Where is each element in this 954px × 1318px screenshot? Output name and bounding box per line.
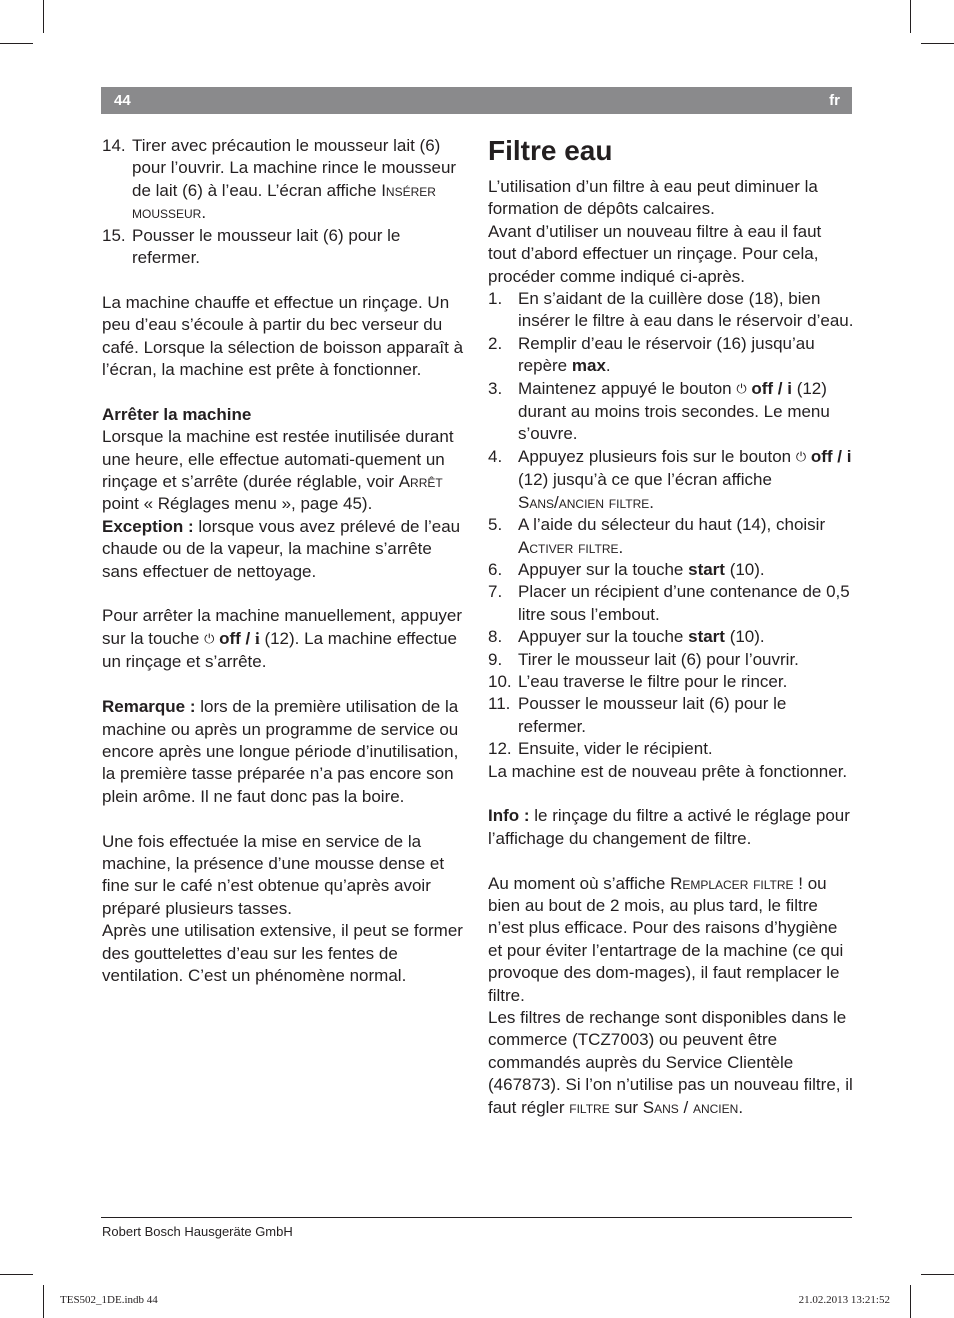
- sans-ancien-term: Sans / ancien: [642, 1097, 739, 1117]
- step-text: (12) jusqu’à ce que l’écran affiche: [518, 470, 772, 490]
- step-text: Pousser le mousseur lait (6) pour le refermer.: [518, 694, 787, 736]
- section-title: Filtre eau: [488, 135, 613, 166]
- list-item: [488, 738, 854, 760]
- step-number: 15.: [102, 225, 126, 245]
- info-paragraph: Info : le rinçage du filtre a activé le réglage pour l’affichage du changement de filtre.: [488, 806, 850, 848]
- display-message: Activer filtre: [518, 537, 619, 557]
- intro-paragraph-1: L’utilisation d’un filtre à eau peut diminuer la formation de dépôts calcaires.: [488, 177, 818, 219]
- auto-stop-paragraph: Lorsque la machine est restée inutilisée durant une heure, elle effectue automati-quement un rinçage et s’arrête (durée réglable, voir Arrêt point « Réglages menu », page 45).: [102, 427, 454, 514]
- manual-stop-paragraph: Pour arrêter la machine manuellement, appuyer sur la touche ⏻ off / i (12). La machine effectue un rinçage et s’arrête.: [102, 606, 463, 672]
- footer-divider: [101, 1217, 852, 1218]
- step-text: Tirer le mousseur lait (6) pour l’ouvrir.: [518, 649, 799, 669]
- list-item: [488, 333, 854, 378]
- step-text: L’eau traverse le filtre pour le rincer.: [518, 671, 788, 691]
- step-number: 9.: [488, 649, 503, 669]
- replace-filter-paragraph: Au moment où s’affiche Remplacer filtre ! ou bien au bout de 2 mois, au plus tard, le filtre n’est plus efficace. Pour des raisons d’hygiène et pour éviter l’entartrage de la machine (ce qui provoque des dom-mages), il faut remplacer le filtre.: [488, 873, 844, 1005]
- list-item: [488, 288, 854, 333]
- step-text: Placer un récipient d’une contenance de 0,5 litre sous l’embout.: [518, 582, 850, 624]
- spare-filters-paragraph: Les filtres de rechange sont disponibles dans le commerce (TCZ7003) ou peuvent être commandés auprès du Service Clientèle (467873). Si l’on n’utilise pas un nouveau filtre, il faut régler filtre sur Sans / ancien.: [488, 1008, 853, 1117]
- step-number: 12.: [488, 739, 512, 759]
- filter-steps-list: [488, 288, 854, 761]
- language-code: fr: [829, 92, 840, 109]
- crop-mark: [0, 43, 33, 44]
- list-item: [102, 135, 468, 225]
- page-header-bar: [101, 87, 852, 114]
- bold-term: start: [688, 559, 725, 579]
- step-text: Ensuite, vider le récipient.: [518, 739, 713, 759]
- power-icon: ⏻: [795, 448, 807, 464]
- exception-paragraph: Exception : lorsque vous avez prélevé de l’eau chaude ou de la vapeur, la machine s’arrête sans effectuer de nettoyage.: [102, 516, 461, 581]
- list-item: [488, 581, 854, 626]
- step-text: Tirer avec précaution le mousseur lait (6) pour l’ouvrir. La machine rince le mousseur de lait (6) à l’eau. L’écran affiche: [132, 136, 457, 200]
- ready-paragraph: La machine est de nouveau prête à fonctionner.: [488, 761, 848, 781]
- info-label: Info :: [488, 806, 530, 826]
- step-text: A l’aide du sélecteur du haut (14), choisir: [518, 515, 826, 535]
- step-text: Pousser le mousseur lait (6) pour le refermer.: [132, 225, 401, 268]
- page-number: 44: [114, 92, 131, 109]
- bold-term: start: [688, 627, 725, 647]
- list-item: [488, 626, 854, 648]
- step-number: 14.: [102, 136, 126, 155]
- step-text: .: [618, 537, 624, 557]
- print-file-info: TES502_1DE.indb 44: [60, 1294, 158, 1306]
- right-column: [488, 135, 854, 1119]
- crop-mark: [43, 1285, 44, 1318]
- rinse-steps-list: [102, 135, 468, 269]
- bold-term: max: [571, 356, 606, 376]
- remark-paragraph: Remarque : lors de la première utilisation de la machine ou après un programme de service ou encore après une longue période d’inutilisation, la première tasse préparée n’a pas encore son plein arôme. Il ne faut donc pas la boire.: [102, 697, 459, 806]
- bold-term: off / i: [810, 446, 852, 466]
- step-number: 5.: [488, 515, 503, 535]
- foam-paragraph: Une fois effectuée la mise en service de la machine, la présence d’une mousse dense et fine sur le café n’est obtenue qu’après avoir préparé plusieurs tasses.: [102, 831, 445, 918]
- display-message: Insérer mousseur: [132, 180, 436, 223]
- list-item: [488, 693, 854, 738]
- stop-machine-heading: Arrêter la machine: [102, 404, 252, 424]
- print-date-info: 21.02.2013 13:21:52: [798, 1294, 890, 1306]
- left-column: [102, 135, 468, 987]
- step-number: 1.: [488, 289, 503, 309]
- step-text: (12) durant au moins trois secondes. Le menu s’ouvre.: [518, 378, 830, 444]
- step-number: 6.: [488, 559, 503, 579]
- filtre-term: filtre: [569, 1097, 610, 1117]
- step-number: 3.: [488, 378, 503, 398]
- list-item: [488, 671, 854, 693]
- step-text: .: [605, 356, 611, 376]
- step-number: 10.: [488, 671, 512, 691]
- step-number: 4.: [488, 446, 503, 466]
- crop-mark: [910, 0, 911, 33]
- list-item: [488, 514, 854, 559]
- step-number: 11.: [488, 694, 511, 714]
- bold-term: off / i: [751, 378, 792, 398]
- droplets-paragraph: Après une utilisation extensive, il peut se former des gouttelettes d’eau sur les fentes de ventilation. C’est un phénomène normal.: [102, 921, 463, 985]
- heating-paragraph: La machine chauffe et effectue un rinçage. Un peu d’eau s’écoule à partir du bec verseur du café. Lorsque la sélection de boisson apparaît à l’écran, la machine est prête à fonctionner.: [102, 292, 464, 380]
- step-text: Remplir d’eau le réservoir (16) jusqu’au repère: [518, 333, 815, 376]
- list-item: [102, 225, 468, 270]
- off-label: off /: [219, 628, 251, 648]
- crop-mark: [921, 43, 954, 44]
- crop-mark: [0, 1274, 33, 1275]
- power-icon: ⏻: [204, 630, 215, 646]
- list-item: [488, 649, 854, 671]
- list-item: [488, 446, 854, 514]
- display-message: Sans/ancien filtre: [518, 492, 650, 512]
- crop-mark: [921, 1274, 954, 1275]
- step-text: .: [649, 492, 654, 512]
- step-text: Appuyer sur la touche: [518, 627, 689, 647]
- step-text: .: [201, 203, 207, 223]
- footer-company: Robert Bosch Hausgeräte GmbH: [102, 1224, 293, 1239]
- remark-label: Remarque :: [102, 697, 196, 717]
- step-number: 8.: [488, 627, 503, 647]
- step-number: 2.: [488, 333, 503, 353]
- step-text: Appuyez plusieurs fois sur le bouton: [518, 446, 796, 466]
- list-item: [488, 378, 854, 446]
- power-icon: ⏻: [736, 380, 747, 396]
- step-number: 7.: [488, 582, 503, 602]
- step-text: (10).: [724, 627, 765, 647]
- step-text: En s’aidant de la cuillère dose (18), bien insérer le filtre à eau dans le réservoir d’eau.: [518, 289, 854, 331]
- step-text: Maintenez appuyé le bouton: [518, 378, 737, 398]
- crop-mark: [43, 0, 44, 33]
- step-text: (10).: [724, 559, 765, 579]
- crop-mark: [910, 1285, 911, 1318]
- intro-paragraph-2: Avant d’utiliser un nouveau filtre à eau il faut tout d’abord effectuer un rinçage. Pour cela, procéder comme indiqué ci-après.: [488, 221, 822, 286]
- info-icon: i: [254, 628, 260, 648]
- step-text: Appuyer sur la touche: [518, 559, 689, 579]
- list-item: [488, 559, 854, 581]
- arret-menu-term: Arrêt: [398, 472, 443, 492]
- exception-label: Exception :: [102, 516, 194, 536]
- replace-filter-term: Remplacer filtre !: [670, 873, 803, 893]
